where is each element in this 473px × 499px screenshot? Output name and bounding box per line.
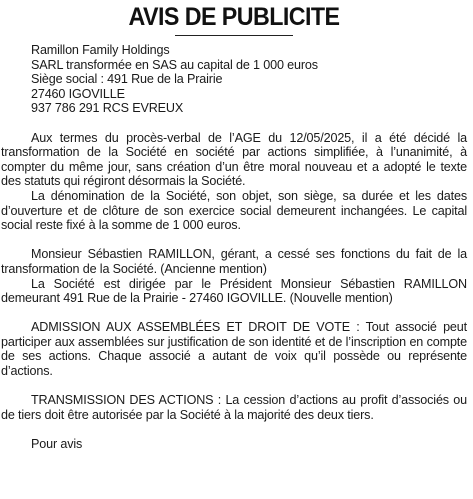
company-rcs: 937 786 291 RCS EVREUX [31,101,184,116]
spacer [1,116,467,131]
notice-body [1,43,467,452]
notice-title: AVIS DE PUBLICITE [128,3,340,31]
spacer [1,233,467,248]
closing-text: Pour avis [31,437,83,452]
paragraph-unchanged: La dénomination de la Société, son objet, son siège, sa durée et les dates d’ouverture et de clôture de son exercice social demeurent inchangées. Le capital social reste fixé à la somme de 1 000 euros. [1,188,467,233]
paragraph-transformation: Aux termes du procès-verbal de l’AGE du 12/05/2025, il a été décidé la transformation de la Société en société par actions simplifiée, à l’unanimité, à compter du même jour, sans création d’un être moral nouveau et a adopté le texte des statuts qui régiront désormais la Société. [1,130,467,189]
company-transformation: SARL transformée en SAS au capital de 1 000 euros [31,57,318,72]
company-seat: Siège social : 491 Rue de la Prairie [31,72,223,87]
spacer [1,379,467,394]
title-underline [175,35,293,36]
paragraph-transfer: TRANSMISSION DES ACTIONS : La cession d’actions au profit d’associés ou de tiers doit être autorisée par la Société à la majorité des deux tiers. [1,393,467,422]
paragraph-admission: ADMISSION AUX ASSEMBLÉES ET DROIT DE VOTE : Tout associé peut participer aux assemblées sur justification de son identité et de l’inscription en compte de ses actions. Chaque associé a autant de voix qu’il possède ou représente d’actions. [1,320,467,379]
paragraph-new-president: La Société est dirigée par le Président Monsieur Sébastien RAMILLON demeurant 491 Rue de la Prairie - 27460 IGOVILLE. (Nouvelle mention) [1,276,467,306]
spacer [1,422,467,437]
company-city: 27460 IGOVILLE [31,86,125,101]
paragraph-former-manager: Monsieur Sébastien RAMILLON, gérant, a cessé ses fonctions du fait de la transformation de la Société. (Ancienne mention) [1,247,467,276]
company-block [31,43,467,116]
spacer [1,306,467,321]
company-name: Ramillon Family Holdings [31,43,170,57]
